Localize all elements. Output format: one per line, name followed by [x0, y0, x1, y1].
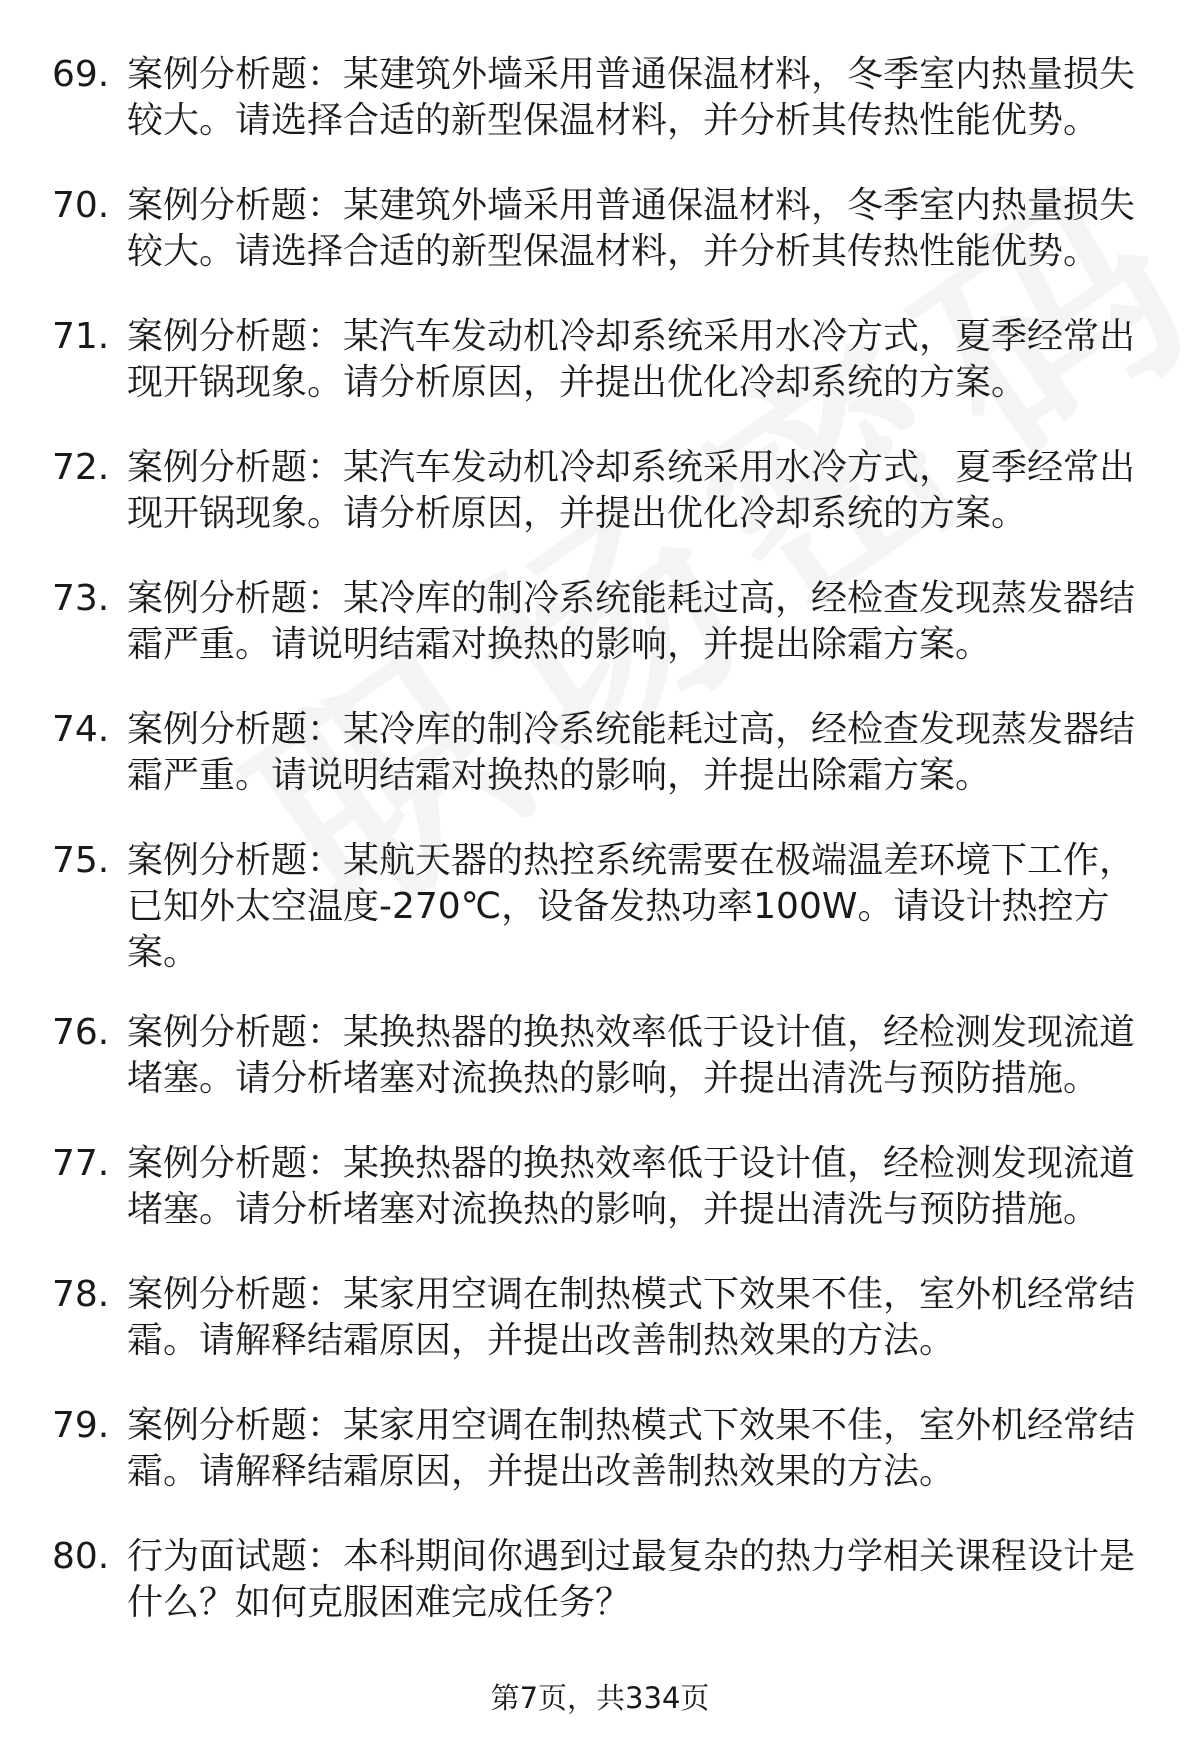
question-item — [0, 1403, 1200, 1534]
question-number: 72. — [52, 447, 110, 488]
question-text: 行为面试题：本科期间你遇到过最复杂的热力学相关课程设计是 什么？如何克服困难完成任务？ — [127, 1536, 1136, 1623]
question-item — [0, 445, 1200, 576]
question-number: 77. — [52, 1143, 110, 1184]
question-text: 案例分析题：某航天器的热控系统需要在极端温差环境下工作， 已知外太空温度-270℃，设备发热功率100W。请设计热控方 案。 — [127, 840, 1136, 973]
question-item — [0, 707, 1200, 838]
question-item — [0, 838, 1200, 1010]
question-list — [0, 52, 1200, 1665]
question-number: 76. — [52, 1012, 110, 1053]
question-number: 71. — [52, 316, 110, 357]
question-text: 案例分析题：某家用空调在制热模式下效果不佳，室外机经常结 霜。请解释结霜原因，并提出改善制热效果的方法。 — [127, 1274, 1136, 1361]
question-item — [0, 52, 1200, 183]
question-item — [0, 1141, 1200, 1272]
question-number: 74. — [52, 709, 110, 750]
question-item — [0, 1272, 1200, 1403]
question-item — [0, 576, 1200, 707]
page-number-footer: 第7页，共334页 — [490, 1681, 710, 1715]
question-number: 75. — [52, 840, 110, 881]
question-number: 70. — [52, 185, 110, 226]
question-text: 案例分析题：某换热器的换热效率低于设计值，经检测发现流道 堵塞。请分析堵塞对流换热的影响，并提出清洗与预防措施。 — [127, 1143, 1136, 1230]
question-text: 案例分析题：某冷库的制冷系统能耗过高，经检查发现蒸发器结 霜严重。请说明结霜对换热的影响，并提出除霜方案。 — [127, 709, 1136, 796]
question-text: 案例分析题：某冷库的制冷系统能耗过高，经检查发现蒸发器结 霜严重。请说明结霜对换热的影响，并提出除霜方案。 — [127, 578, 1136, 665]
question-item — [0, 1534, 1200, 1665]
question-item — [0, 183, 1200, 314]
question-item — [0, 314, 1200, 445]
question-text: 案例分析题：某家用空调在制热模式下效果不佳，室外机经常结 霜。请解释结霜原因，并提出改善制热效果的方法。 — [127, 1405, 1136, 1492]
question-number: 78. — [52, 1274, 110, 1315]
question-number: 80. — [52, 1536, 110, 1577]
question-text: 案例分析题：某建筑外墙采用普通保温材料，冬季室内热量损失 较大。请选择合适的新型保温材料，并分析其传热性能优势。 — [127, 54, 1136, 141]
question-number: 73. — [52, 578, 110, 619]
question-item — [0, 1010, 1200, 1141]
question-text: 案例分析题：某汽车发动机冷却系统采用水冷方式，夏季经常出 现开锅现象。请分析原因，并提出优化冷却系统的方案。 — [127, 316, 1136, 403]
question-number: 69. — [52, 54, 110, 95]
question-text: 案例分析题：某建筑外墙采用普通保温材料，冬季室内热量损失 较大。请选择合适的新型保温材料，并分析其传热性能优势。 — [127, 185, 1136, 272]
question-number: 79. — [52, 1405, 110, 1446]
question-text: 案例分析题：某汽车发动机冷却系统采用水冷方式，夏季经常出 现开锅现象。请分析原因，并提出优化冷却系统的方案。 — [127, 447, 1136, 534]
question-text: 案例分析题：某换热器的换热效率低于设计值，经检测发现流道 堵塞。请分析堵塞对流换热的影响，并提出清洗与预防措施。 — [127, 1012, 1136, 1099]
